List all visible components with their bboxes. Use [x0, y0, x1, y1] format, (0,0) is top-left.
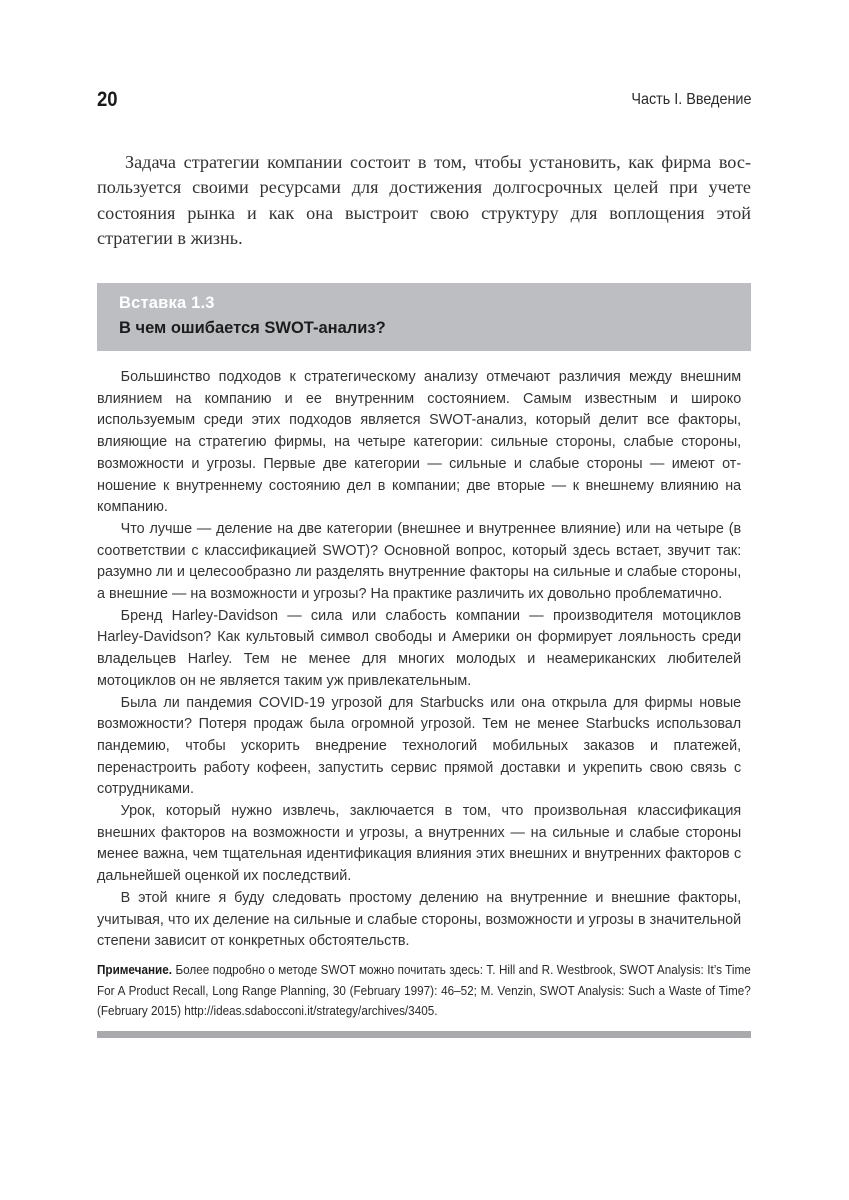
section-title: Часть I. Введение: [630, 91, 751, 108]
running-head: [97, 88, 751, 114]
sidebar-box-title: В чем ошибается SWOT-анализ?: [119, 319, 386, 337]
box-paragraph: Большинство подходов к стратегическому анализу отмечают различия между внешним влиянием на компанию и ее внутренним состоянием. Самым известным и широко используемым среди этих подходов является SWOT-анализ, который делит все факторы, влияющие на стратегию фирмы, на четыре категории: сильные стороны, слабые стороны, возможности и угрозы. Первые две категории — сильные и слабые стороны — имеют отношение к внутреннему состоянию дел в компании; две вторые — к внешнему влиянию на компанию.: [97, 369, 742, 516]
box-paragraph: Была ли пандемия COVID-19 угрозой для Starbucks или она открыла для фирмы новые возможности? Потеря продаж была огромной угрозой. Тем не менее Starbucks использовал пандемию, чтобы ускорить внедрение технологий мобильных заказов и платежей, перенастроить работу кофеен, запустить сервис прямой доставки и укрепить свою связь с сотрудниками.: [97, 694, 742, 798]
sidebar-box-label: Вставка 1.3: [119, 294, 215, 312]
page-number: 20: [97, 88, 118, 111]
box-paragraph: Бренд Harley-Davidson — сила или слабость компании — производителя мотоциклов Harley-Davidson? Как культовый символ свободы и Америки он формирует лояльность среди владельцев Harley. Тем не менее для многих молодых и неамериканских любителей мотоциклов он не является таким уж привлекательным.: [97, 607, 742, 689]
box-paragraph: Урок, который нужно извлечь, заключается в том, что произвольная классификация внешних факторов на возможности и угрозы, а внутренних — на сильные и слабые стороны менее важна, чем тщательная идентификация влияния этих внешних и внутренних факторов с дальнейшей оценкой их последствий.: [97, 803, 742, 885]
box-paragraph: В этой книге я буду следовать простому делению на внутренние и внешние факторы, учитывая, что их деление на сильные и слабые стороны, возможности и угрозы в значительной степени зависит от конкретных обстоятельств.: [97, 889, 742, 950]
footnote-text: Более подробно о методе SWOT можно почитать здесь: T. Hill and R. Westbrook, SWOT Analysis: It’s Time For A Product Recall, Long Range Planning, 30 (February 1997): 46–52; M. Venzin, SWOT Analysis: Such a Waste of Time? (February 2015) http://ideas.sdabocconi.it/strategy/archives/3405.: [97, 963, 751, 1019]
sidebar-box-body: [97, 367, 751, 953]
footnote: [97, 960, 751, 1022]
sidebar-box-header: [97, 283, 751, 351]
sidebar-box-bottom-rule: [97, 1031, 751, 1038]
footnote-label: Примечание.: [97, 963, 173, 977]
box-paragraph: Что лучше — деление на две категории (внешнее и внутреннее влияние) или на четыре (в соответствии с классификацией SWOT)? Основной вопрос, который здесь встает, звучит так: разумно ли и целесообразно ли разделять внутренние факторы на сильные и слабые стороны, а внешние — на возможности и угрозы? На практике различить их довольно проблематично.: [97, 520, 742, 603]
intro-paragraph: Задача стратегии компании состоит в том, чтобы установить, как фирма воспользуется своими ресурсами для достижения долгосрочных целей при учете состояния рынка и как она выстроит свою структуру для воплощения этой стратегии в жизнь.: [97, 152, 751, 248]
